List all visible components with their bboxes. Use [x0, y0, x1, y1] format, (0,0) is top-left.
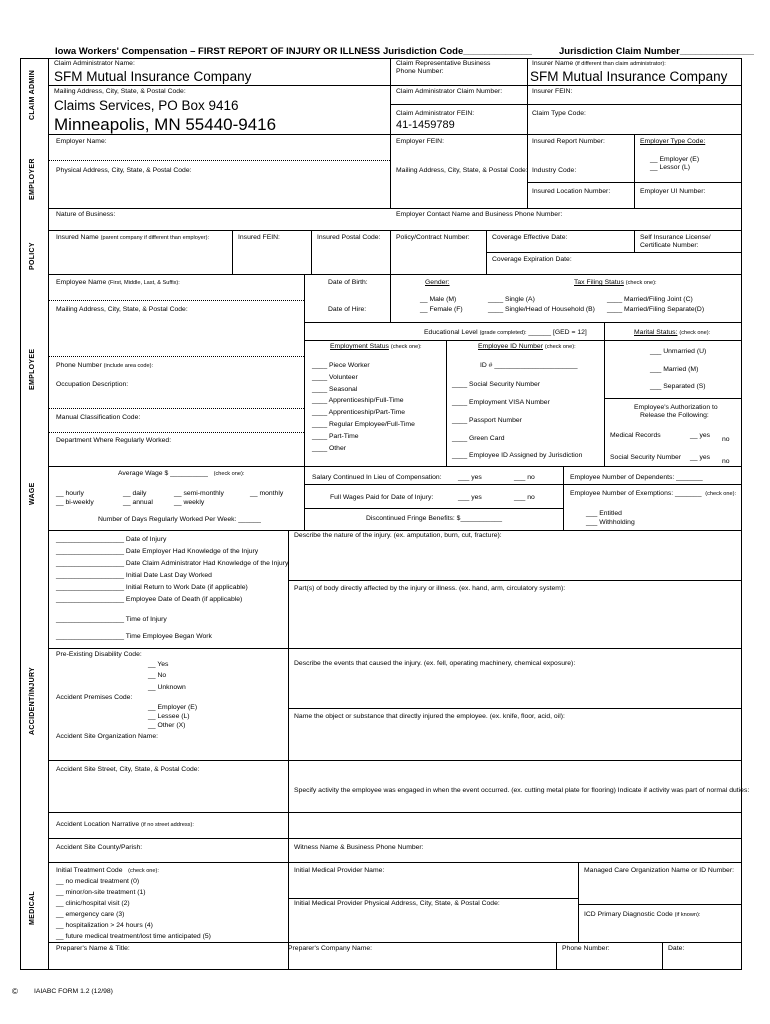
insurer-name-label: [532, 60, 666, 68]
employer-type-employer[interactable]: __ Employer (E): [650, 156, 700, 163]
managed-care-label: Managed Care Organization Name or ID Number:: [584, 867, 734, 874]
site-organization-label: Accident Site Organization Name:: [56, 733, 159, 740]
release-ssn-yes[interactable]: __ yes: [690, 454, 711, 461]
section-medical: MEDICAL: [29, 891, 36, 925]
location-narrative-text: Accident Location Narrative: [56, 821, 140, 828]
preexisting-unknown[interactable]: __ Unknown: [148, 684, 186, 691]
employee-phone-label-text: Phone Number: [56, 362, 102, 369]
authorization-label2: Release the Following:: [640, 412, 709, 419]
insurer-name-value[interactable]: SFM Mutual Insurance Company: [530, 69, 728, 84]
department-label: Department Where Regularly Worked:: [56, 437, 172, 444]
date-of-death[interactable]: __________________ Employee Date of Death (if applicable): [56, 596, 243, 603]
marital-separated[interactable]: ___ Separated (S): [650, 383, 706, 390]
employer-ui-number-label: Employer UI Number:: [640, 188, 706, 195]
wage-monthly[interactable]: __ monthly: [250, 490, 284, 497]
average-wage-text: Average Wage $ __________: [118, 470, 208, 477]
last-day-worked[interactable]: __________________ Initial Date Last Day Worked: [56, 572, 212, 579]
id-passport[interactable]: ____ Passport Number: [452, 417, 522, 424]
section-claim-admin: CLAIM ADMIN: [29, 69, 36, 120]
employee-id-number-text: Employee ID Number: [478, 343, 543, 350]
full-wages-yes[interactable]: ___ yes: [458, 494, 482, 501]
treatment-5[interactable]: __ future medical treatment/lost time anticipated (5): [56, 933, 211, 940]
treatment-0[interactable]: __ no medical treatment (0): [56, 878, 140, 885]
section-employee: EMPLOYEE: [29, 348, 36, 390]
education-level-text: Educational Level: [424, 329, 478, 336]
nature-of-business-label: Nature of Business:: [56, 211, 116, 218]
status-volunteer[interactable]: ____ Volunteer: [312, 374, 358, 381]
location-narrative-label: [56, 821, 194, 829]
status-apprentice-part[interactable]: ____ Apprenticeship/Part-Time: [312, 409, 406, 416]
tax-filing-check-one: (check one):: [625, 280, 657, 286]
employee-mailing-label: Mailing Address, City, State, & Postal Code:: [56, 306, 188, 313]
section-employer: EMPLOYER: [29, 158, 36, 200]
insured-postal-label: Insured Postal Code:: [317, 234, 381, 241]
wage-daily[interactable]: __ daily: [123, 490, 147, 497]
employer-contact-label: Employer Contact Name and Business Phone Number:: [396, 211, 563, 218]
object-label: Name the object or substance that directly injured the employee. (ex. knife, floor, acid, oil):: [294, 713, 565, 720]
form-title: Iowa Workers' Compensation – FIRST REPORT OF INJURY OR ILLNESS: [55, 46, 381, 57]
employer-type-code-label: Employer Type Code:: [640, 138, 706, 145]
date-of-hire-label: Date of Hire:: [328, 306, 367, 313]
marital-status-text: Marital Status:: [634, 329, 678, 336]
injury-nature-label: Describe the nature of the injury. (ex. amputation, burn, cut, fracture):: [294, 532, 502, 539]
claim-admin-address-line2[interactable]: Minneapolis, MN 55440-9416: [54, 115, 277, 134]
preexisting-yes[interactable]: __ Yes: [148, 661, 169, 668]
tax-filing-status-text: Tax Filing Status: [574, 279, 624, 286]
return-to-work[interactable]: __________________ Initial Return to Work Date (if applicable): [56, 584, 248, 591]
claim-admin-fein-value[interactable]: 41-1459789: [396, 119, 455, 131]
wage-hourly[interactable]: __ hourly: [56, 490, 84, 497]
insurer-name-label-text: Insurer Name: [532, 60, 574, 67]
body-part-label: Part(s) of body directly affected by the injury or illness. (ex. hand, arm, circulatory system):: [294, 585, 566, 592]
events-label: Describe the events that caused the injury. (ex. fell, operating machinery, chemical exposure):: [294, 660, 576, 667]
claim-rep-phone-label1: Claim Representative Business: [396, 60, 491, 67]
fringe-benefits[interactable]: Discontinued Fringe Benefits: $___________: [366, 515, 503, 522]
status-other[interactable]: ____ Other: [312, 445, 347, 452]
date-of-injury[interactable]: __________________ Date of Injury: [56, 536, 167, 543]
preparer-date-label: Date:: [668, 945, 685, 952]
gender-female[interactable]: __ Female (F): [420, 306, 463, 313]
location-narrative-note: (if no street address):: [141, 822, 194, 828]
exemption-withholding[interactable]: ___ Withholding: [586, 519, 635, 526]
status-apprentice-full[interactable]: ____ Apprenticeship/Full-Time: [312, 397, 404, 404]
premises-lessee[interactable]: __ Lessee (L): [148, 713, 190, 720]
employer-name-label: Employer Name:: [56, 138, 107, 145]
release-ssn-no[interactable]: no: [722, 458, 730, 465]
coverage-effective-label: Coverage Effective Date:: [492, 234, 568, 241]
marital-unmarried[interactable]: ___ Unmarried (U): [650, 348, 707, 355]
id-green-card[interactable]: ____ Green Card: [452, 435, 505, 442]
id-ssn[interactable]: ____ Social Security Number: [452, 381, 541, 388]
status-regular-full[interactable]: ____ Regular Employee/Full-Time: [312, 421, 415, 428]
preparer-name-label: Preparer's Name & Title:: [56, 945, 130, 952]
policy-contract-number-label: Policy/Contract Number:: [396, 234, 470, 241]
wage-annual[interactable]: __ annual: [123, 499, 153, 506]
marital-married[interactable]: ___ Married (M): [650, 366, 699, 373]
id-jurisdiction[interactable]: ____ Employee ID Assigned by Jurisdiction: [452, 452, 583, 459]
employer-mailing-address-label: Mailing Address, City, State, & Postal Code:: [396, 167, 528, 174]
gender-male[interactable]: __ Male (M): [420, 296, 457, 303]
insured-name-label: [56, 234, 209, 242]
salary-continued-no[interactable]: ___ no: [514, 474, 535, 481]
initial-treatment-text: Initial Treatment Code: [56, 867, 123, 874]
form-number: IAIABC FORM 1.2 (12/98): [34, 988, 113, 995]
insured-location-label: Insured Location Number:: [532, 188, 611, 195]
marital-check-one: (check one):: [679, 330, 711, 336]
employee-id-check-one: (check one):: [544, 344, 576, 350]
employment-check-one: (check one):: [390, 344, 422, 350]
employee-id-number-label: [478, 343, 576, 351]
education-level-label: [424, 329, 587, 337]
employee-name-note: (First, Middle, Last, & Suffix):: [108, 280, 180, 286]
status-piece-worker[interactable]: ____ Piece Worker: [312, 362, 370, 369]
id-visa[interactable]: ____ Employment VISA Number: [452, 399, 550, 406]
time-of-injury[interactable]: __________________ Time of Injury: [56, 616, 167, 623]
wage-biweekly[interactable]: __ bi-weekly: [56, 499, 94, 506]
exemptions-text: Employee Number of Exemptions: _______: [570, 490, 702, 497]
release-ssn-label: Social Security Number: [610, 454, 682, 461]
county-label: Accident Site County/Parish:: [56, 844, 143, 851]
wage-weekly[interactable]: __ weekly: [174, 499, 205, 506]
full-wages-label: Full Wages Paid for Date of Injury:: [330, 494, 434, 501]
initial-treatment-label: [56, 867, 159, 875]
industry-code-label: Industry Code:: [532, 167, 577, 174]
claim-admin-name-label: Claim Administrator Name:: [54, 60, 135, 67]
premises-other[interactable]: __ Other (X): [148, 722, 186, 729]
section-wage: WAGE: [29, 482, 36, 505]
preparer-company-label: Preparer's Company Name:: [288, 945, 373, 952]
jurisdiction-code: Jurisdiction Code_____________: [383, 46, 532, 57]
tax-filing-status-label: [574, 279, 657, 287]
treatment-4[interactable]: __ hospitalization > 24 hours (4): [56, 922, 153, 929]
exemptions-check-one: (check one):: [705, 491, 737, 497]
average-wage[interactable]: [118, 470, 244, 478]
icd-code-text: ICD Primary Diagnostic Code: [584, 911, 673, 918]
section-label-divider: [48, 58, 49, 970]
wage-semimonthly[interactable]: __ semi-monthly: [174, 490, 224, 497]
treatment-2[interactable]: __ clinic/hospital visit (2): [56, 900, 130, 907]
salary-continued-yes[interactable]: ___ yes: [458, 474, 482, 481]
days-per-week[interactable]: Number of Days Regularly Worked Per Week: ______: [98, 516, 261, 523]
coverage-expiration-label: Coverage Expiration Date:: [492, 256, 572, 263]
claim-admin-name-value[interactable]: SFM Mutual Insurance Company: [54, 69, 252, 84]
tax-single-head[interactable]: ____ Single/Head of Household (B): [488, 306, 595, 313]
insured-name-label-text: Insured Name: [56, 234, 99, 241]
medical-provider-label: Initial Medical Provider Name:: [294, 867, 385, 874]
witness-label: Witness Name & Business Phone Number:: [294, 844, 424, 851]
salary-continued-label: Salary Continued In Lieu of Compensation:: [312, 474, 442, 481]
insurer-fein-label: Insurer FEIN:: [532, 88, 573, 95]
insured-report-number-label: Insured Report Number:: [532, 138, 605, 145]
tax-married-joint[interactable]: ____ Married/Filing Joint (C): [607, 296, 693, 303]
date-employer-knowledge[interactable]: __________________ Date Employer Had Knowledge of the Injury: [56, 548, 259, 555]
date-admin-knowledge[interactable]: __________________ Date Claim Administrator Had Knowledge of the Injury: [56, 560, 289, 567]
treatment-1[interactable]: __ minor/on-site treatment (1): [56, 889, 146, 896]
employee-name-label: [56, 279, 180, 287]
employee-id-hash[interactable]: ID # ______________________: [480, 362, 578, 369]
gender-label: Gender:: [425, 279, 450, 286]
section-accident: ACCIDENT/INJURY: [29, 666, 36, 735]
claim-admin-mailing-label: Mailing Address, City, State, & Postal Code:: [54, 88, 186, 95]
authorization-label1: Employee's Authorization to: [634, 404, 718, 411]
full-wages-no[interactable]: ___ no: [514, 494, 535, 501]
education-level-note: (grade completed):: [479, 330, 527, 336]
activity-label: Specify activity the employee was engaged in when the event occurred. (ex. cutting metal plate for flooring) Indicate if activity was part of normal duties:: [294, 787, 750, 794]
claim-rep-phone-label2: Phone Number:: [396, 68, 444, 75]
tax-married-separate[interactable]: ____ Married/Filing Separate(D): [607, 306, 705, 313]
education-level-blanks[interactable]: ______ [GED = 12]: [528, 329, 587, 336]
insurer-name-note: (if different than claim administrator):: [575, 61, 666, 67]
preparer-phone-label: Phone Number:: [562, 945, 610, 952]
medical-provider-address-label: Initial Medical Provider Physical Address, City, State, & Postal Code:: [294, 900, 500, 907]
status-part-time[interactable]: ____ Part-Time: [312, 433, 359, 440]
copyright-symbol: ©: [12, 987, 18, 996]
section-policy: POLICY: [29, 242, 36, 270]
average-wage-check-one: (check one):: [213, 471, 245, 477]
status-seasonal[interactable]: ____ Seasonal: [312, 386, 358, 393]
employer-physical-address-label: Physical Address, City, State, & Postal Code:: [56, 167, 192, 174]
exemptions[interactable]: [570, 490, 736, 498]
premises-label: Accident Premises Code:: [56, 694, 133, 701]
employee-name-label-text: Employee Name: [56, 279, 107, 286]
marital-status-label: [634, 329, 710, 337]
employment-status-label: [330, 343, 422, 351]
employee-phone-note: (include area code):: [103, 363, 154, 369]
premises-employer[interactable]: __ Employer (E): [148, 704, 198, 711]
release-medical-yes[interactable]: __ yes: [690, 432, 711, 439]
exemption-entitled[interactable]: ___ Entitled: [586, 510, 622, 517]
treatment-3[interactable]: __ emergency care (3): [56, 911, 125, 918]
insured-fein-label: Insured FEIN:: [238, 234, 280, 241]
preexisting-no[interactable]: __ No: [148, 672, 167, 679]
claim-type-code-label: Claim Type Code:: [532, 110, 586, 117]
date-of-birth-label: Date of Birth:: [328, 279, 368, 286]
dependents[interactable]: Employee Number of Dependents: _______: [570, 474, 703, 481]
employment-status-text: Employment Status: [330, 343, 389, 350]
self-insurance-label1: Self Insurance License/: [640, 234, 711, 241]
claim-admin-fein-label: Claim Administrator FEIN:: [396, 110, 475, 117]
time-began-work[interactable]: __________________ Time Employee Began Work: [56, 633, 212, 640]
employer-type-lessor[interactable]: __ Lessor (L): [650, 164, 691, 171]
jurisdiction-claim-number: Jurisdiction Claim Number______________: [559, 46, 754, 57]
release-medical-no[interactable]: no: [722, 436, 730, 443]
icd-code-label: [584, 911, 700, 919]
tax-single[interactable]: ____ Single (A): [488, 296, 535, 303]
occupation-description-label: Occupation Description:: [56, 381, 129, 388]
icd-code-note: (if known):: [674, 912, 701, 918]
manual-classification-label: Manual Classification Code:: [56, 414, 141, 421]
employer-fein-label: Employer FEIN:: [396, 138, 444, 145]
claim-admin-address-line1[interactable]: Claims Services, PO Box 9416: [54, 98, 239, 113]
self-insurance-label2: Certificate Number:: [640, 242, 699, 249]
preexisting-label: Pre-Existing Disability Code:: [56, 651, 142, 658]
insured-name-note: (parent company if different than employer):: [100, 235, 210, 241]
claim-admin-claim-number-label: Claim Administrator Claim Number:: [396, 88, 503, 95]
site-street-label: Accident Site Street, City, State, & Postal Code:: [56, 766, 200, 773]
release-medical-records-label: Medical Records: [610, 432, 661, 439]
initial-treatment-check-one: (check one):: [128, 868, 159, 874]
employee-phone-label: [56, 362, 153, 370]
